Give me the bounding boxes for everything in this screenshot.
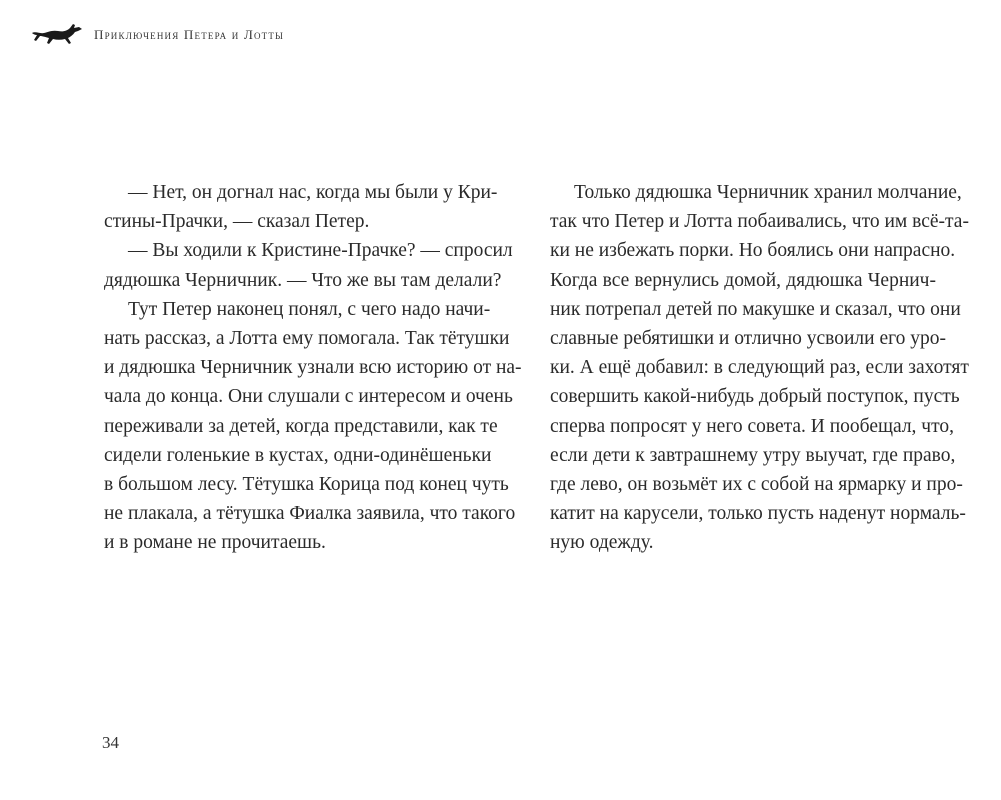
- text-line: совершить какой-нибудь добрый поступок, пусть: [550, 386, 960, 408]
- text-line: — Вы ходили к Кристине-Прачке? — спросил: [128, 240, 513, 262]
- text-line: и в романе не прочитаешь.: [104, 532, 326, 554]
- text-line: дядюшка Черничник. — Что же вы там делали?: [104, 269, 502, 291]
- text-line: и дядюшка Черничник узнали всю историю от на-: [104, 357, 522, 379]
- text-line: где лево, он возьмёт их с собой на ярмарку и про-: [550, 474, 963, 496]
- text-line: чала до конца. Они слушали с интересом и очень: [104, 386, 513, 408]
- text-line: сидели голенькие в кустах, одни-одинёшеньки: [104, 444, 492, 466]
- text-line: Тут Петер наконец понял, с чего надо начи-: [128, 298, 491, 320]
- text-line: сперва попросят у него совета. И пообещал, что,: [550, 415, 955, 437]
- page-number: 34: [102, 733, 119, 752]
- horse-silhouette-icon: [30, 21, 84, 49]
- text-line: — Нет, он догнал нас, когда мы были у Кри-: [128, 182, 498, 203]
- text-line: в большом лесу. Тётушка Корица под конец чуть: [104, 474, 509, 496]
- text-line: Когда все вернулись домой, дядюшка Чернич-: [550, 269, 936, 291]
- text-line: нать рассказ, а Лотта ему помогала. Так тётушки: [104, 328, 510, 350]
- text-line: славные ребятишки и отлично усвоили его уро-: [550, 328, 946, 350]
- text-line: Только дядюшка Черничник хранил молчание,: [574, 182, 962, 203]
- left-text-column: [104, 178, 522, 558]
- running-title: Приключения Петера и Лотты: [94, 27, 285, 42]
- text-line: катит на карусели, только пусть наденут нормаль-: [550, 503, 966, 525]
- text-line: так что Петер и Лотта побаивались, что им всё-та-: [550, 211, 969, 233]
- text-line: ки не избежать порки. Но боялись они напрасно.: [550, 240, 956, 262]
- text-line: не плакала, а тётушка Фиалка заявила, что такого: [104, 503, 516, 525]
- text-line: если дети к завтрашнему утру выучат, где право,: [550, 444, 956, 466]
- running-head: [30, 20, 284, 50]
- text-line: ки. А ещё добавил: в следующий раз, если захотят: [550, 357, 969, 379]
- text-line: ную одежду.: [550, 532, 654, 554]
- text-line: ник потрепал детей по макушке и сказал, что они: [550, 298, 961, 320]
- right-text-column: [550, 178, 969, 558]
- text-line: стины-Прачки, — сказал Петер.: [104, 211, 370, 233]
- text-line: переживали за детей, когда представили, как те: [104, 415, 498, 437]
